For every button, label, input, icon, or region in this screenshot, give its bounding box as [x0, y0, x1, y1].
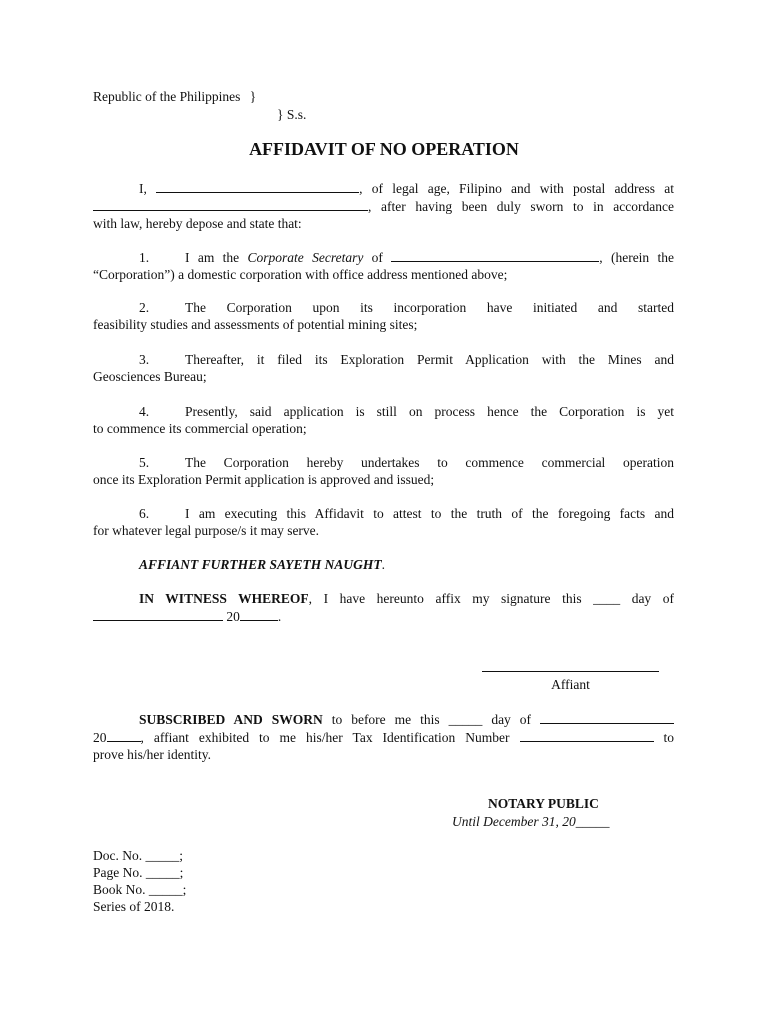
affiant-further-text: AFFIANT FURTHER SAYETH NAUGHT — [139, 557, 382, 572]
item-2 — [93, 299, 674, 333]
witness-paragraph — [93, 590, 674, 625]
item-2-number: 2. — [139, 300, 150, 315]
intro-line-2 — [93, 197, 674, 215]
item-3-number: 3. — [139, 352, 150, 367]
item-6-text-1: I am executing this Affidavit to attest to the truth of the foregoing facts and — [185, 506, 674, 521]
subscribed-bold: SUBSCRIBED AND SWORN — [139, 712, 323, 727]
item-3-line-1 — [93, 351, 674, 368]
item-4-line-1 — [93, 403, 674, 420]
subscribed-year-prefix: 20 — [93, 730, 107, 745]
witness-year-prefix: 20 — [223, 609, 240, 624]
item-5-line-2: once its Exploration Permit application is approved and issued; — [93, 472, 435, 487]
intro-part2: , after having been duly sworn to in accordance — [368, 199, 674, 214]
affiant-further-line — [139, 556, 385, 573]
intro-paragraph — [93, 179, 674, 232]
subscribed-paragraph — [93, 710, 674, 763]
affiant-signature-line — [482, 671, 659, 672]
witness-line-2 — [93, 607, 674, 625]
item-1-pre: I am the — [185, 250, 248, 265]
intro-i: I, — [139, 181, 147, 196]
item-6-line-1 — [93, 505, 674, 522]
intro-line-1 — [93, 179, 674, 197]
item-6 — [93, 505, 674, 539]
item-4-line-2: to commence its commercial operation; — [93, 421, 307, 436]
item-2-line-1 — [93, 299, 674, 316]
item-3-text-1: Thereafter, it filed its Exploration Permit Application with the Mines and — [185, 352, 674, 367]
item-3 — [93, 351, 674, 385]
item-5 — [93, 454, 674, 488]
tin-blank — [520, 728, 654, 742]
subscribed-line-3: prove his/her identity. — [93, 747, 211, 762]
notary-public-label: NOTARY PUBLIC — [488, 796, 599, 811]
book-no: Book No. _____; — [93, 882, 187, 897]
witness-rest: , I have hereunto affix my signature this ____ day of — [308, 591, 674, 606]
item-1-line-1 — [93, 248, 674, 266]
item-6-line-2: for whatever legal purpose/s it may serve. — [93, 523, 320, 538]
item-2-line-2: feasibility studies and assessments of potential mining sites; — [93, 317, 418, 332]
item-1-post: , (herein the — [599, 250, 675, 265]
page-no: Page No. _____; — [93, 865, 184, 880]
witness-line-1 — [93, 590, 674, 607]
venue-brace: } — [249, 89, 257, 104]
affiant-label: Affiant — [551, 677, 590, 692]
subscribed-month-blank — [540, 710, 674, 724]
series: Series of 2018. — [93, 899, 175, 914]
item-1-role: Corporate Secretary — [247, 250, 364, 265]
item-5-line-1 — [93, 454, 674, 471]
item-2-text-1: The Corporation upon its incorporation have initiated and started — [185, 300, 674, 315]
venue-republic — [93, 88, 256, 105]
item-5-text-1: The Corporation hereby undertakes to commence commercial operation — [185, 455, 674, 470]
item-1-mid: of — [363, 250, 392, 265]
republic-text: Republic of the Philippines — [93, 89, 241, 104]
item-3-line-2: Geosciences Bureau; — [93, 369, 207, 384]
item-1-line-2: “Corporation”) a domestic corporation with office address mentioned above; — [93, 267, 508, 282]
item-4-number: 4. — [139, 404, 150, 419]
witness-end: . — [277, 609, 282, 624]
subscribed-mid: , affiant exhibited to me his/her Tax Identification Number — [140, 730, 510, 745]
corporation-name-blank — [391, 248, 599, 262]
item-5-number: 5. — [139, 455, 150, 470]
notary-until — [452, 813, 609, 830]
notary-until-blank: _____ — [575, 814, 610, 829]
intro-line-3: with law, hereby depose and state that: — [93, 216, 302, 231]
item-1-number: 1. — [139, 250, 150, 265]
witness-month-blank — [93, 607, 223, 621]
document-title: AFFIDAVIT OF NO OPERATION — [249, 139, 519, 159]
subscribed-line-2 — [93, 728, 674, 746]
subscribed-rest: to before me this _____ day of — [322, 712, 532, 727]
postal-address-blank — [93, 197, 368, 211]
item-6-number: 6. — [139, 506, 150, 521]
affiant-further-period: . — [381, 557, 386, 572]
item-1 — [93, 248, 674, 283]
witness-bold: IN WITNESS WHEREOF — [139, 591, 309, 606]
intro-part1: , of legal age, Filipino and with postal address at — [359, 181, 674, 196]
doc-no: Doc. No. _____; — [93, 848, 183, 863]
subscribed-end: to — [653, 730, 675, 745]
affiant-name-blank — [156, 179, 359, 193]
subscribed-line-1 — [93, 710, 674, 728]
item-4-text-1: Presently, said application is still on process hence the Corporation is yet — [185, 404, 674, 419]
item-4 — [93, 403, 674, 437]
subscribed-year-blank — [107, 728, 141, 742]
witness-year-blank — [240, 607, 278, 621]
notary-until-text: Until December 31, 20 — [452, 814, 576, 829]
venue-ss: } S.s. — [277, 107, 307, 122]
